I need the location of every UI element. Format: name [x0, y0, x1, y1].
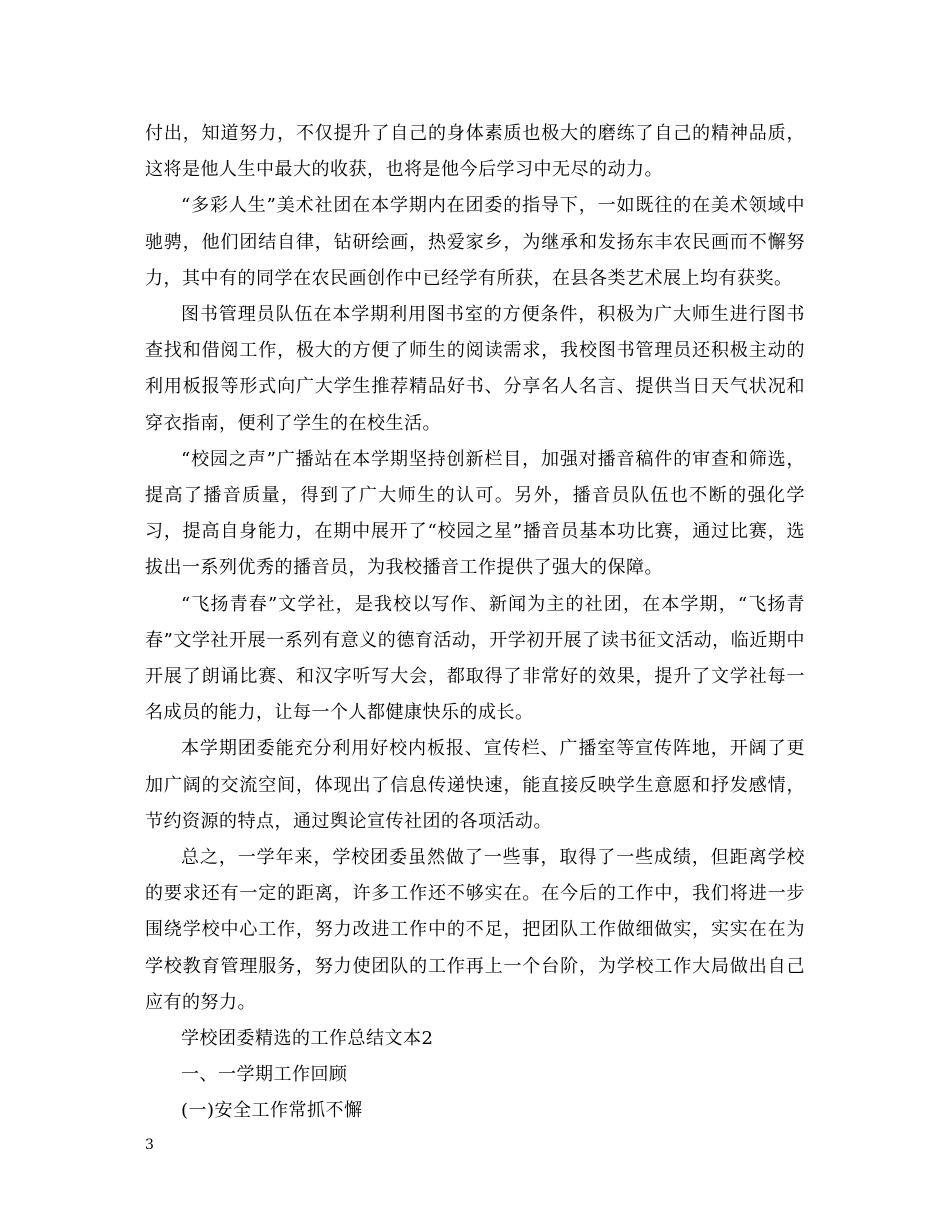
heading-level-2: (一)安全工作常抓不懈	[181, 1100, 363, 1122]
paragraph-6: 本学期团委能充分利用好校内板报、宣传栏、广播室等宣传阵地，开阔了更加广阔的交流空间，体现出了信息传递快速，能直接反映学生意愿和抒发感情，节约资源的特点，通过舆论宣传社团的各项活动。	[145, 738, 805, 832]
paragraph-1: 付出，知道努力，不仅提升了自己的身体素质也极大的磨练了自己的精神品质，这将是他人生中最大的收获，也将是他今后学习中无尽的动力。	[145, 123, 805, 181]
paragraph-4: “校园之声”广播站在本学期坚持创新栏目，加强对播音稿件的审查和筛选，提高了播音质量，得到了广大师生的认可。另外，播音员队伍也不断的强化学习，提高自身能力，在期中展开了“校园之星”播音员基本功比赛，通过比赛，选拔出一系列优秀的播音员，为我校播音工作提供了强大的保障。	[145, 448, 805, 579]
heading-level-1: 一、一学期工作回顾	[181, 1064, 348, 1086]
paragraph-5: “飞扬青春”文学社，是我校以写作、新闻为主的社团，在本学期，“飞扬青春”文学社开展一系列有意义的德育活动，开学初开展了读书征文活动，临近期中开展了朗诵比赛、和汉字听写大会，都取得了非常好的效果，提升了文学社每一名成员的能力，让每一个人都健康快乐的成长。	[145, 593, 805, 724]
paragraph-7: 总之，一学年来，学校团委虽然做了一些事，取得了一些成绩，但距离学校的要求还有一定的距离，许多工作还不够实在。在今后的工作中，我们将进一步围绕学校中心工作，努力改进工作中的不足，把团队工作做细做实，实实在在为学校教育管理服务，努力使团队的工作再上一个台阶，为学校工作大局做出自己应有的努力。	[145, 847, 805, 1013]
page-number: 3	[145, 1137, 154, 1153]
paragraph-3: 图书管理员队伍在本学期利用图书室的方便条件，积极为广大师生进行图书查找和借阅工作，极大的方便了师生的阅读需求，我校图书管理员还积极主动的利用板报等形式向广大学生推荐精品好书、分享名人名言、提供当日天气状况和穿衣指南，便利了学生的在校生活。	[145, 304, 805, 434]
section-title: 学校团委精选的工作总结文本2	[181, 1028, 434, 1050]
paragraph-2: “多彩人生”美术社团在本学期内在团委的指导下，一如既往的在美术领域中驰骋，他们团结自律，钻研绘画，热爱家乡，为继承和发扬东丰农民画而不懈努力，其中有的同学在农民画创作中已经学有所获，在县各类艺术展上均有获奖。	[145, 195, 805, 289]
body-text	[145, 116, 805, 1130]
